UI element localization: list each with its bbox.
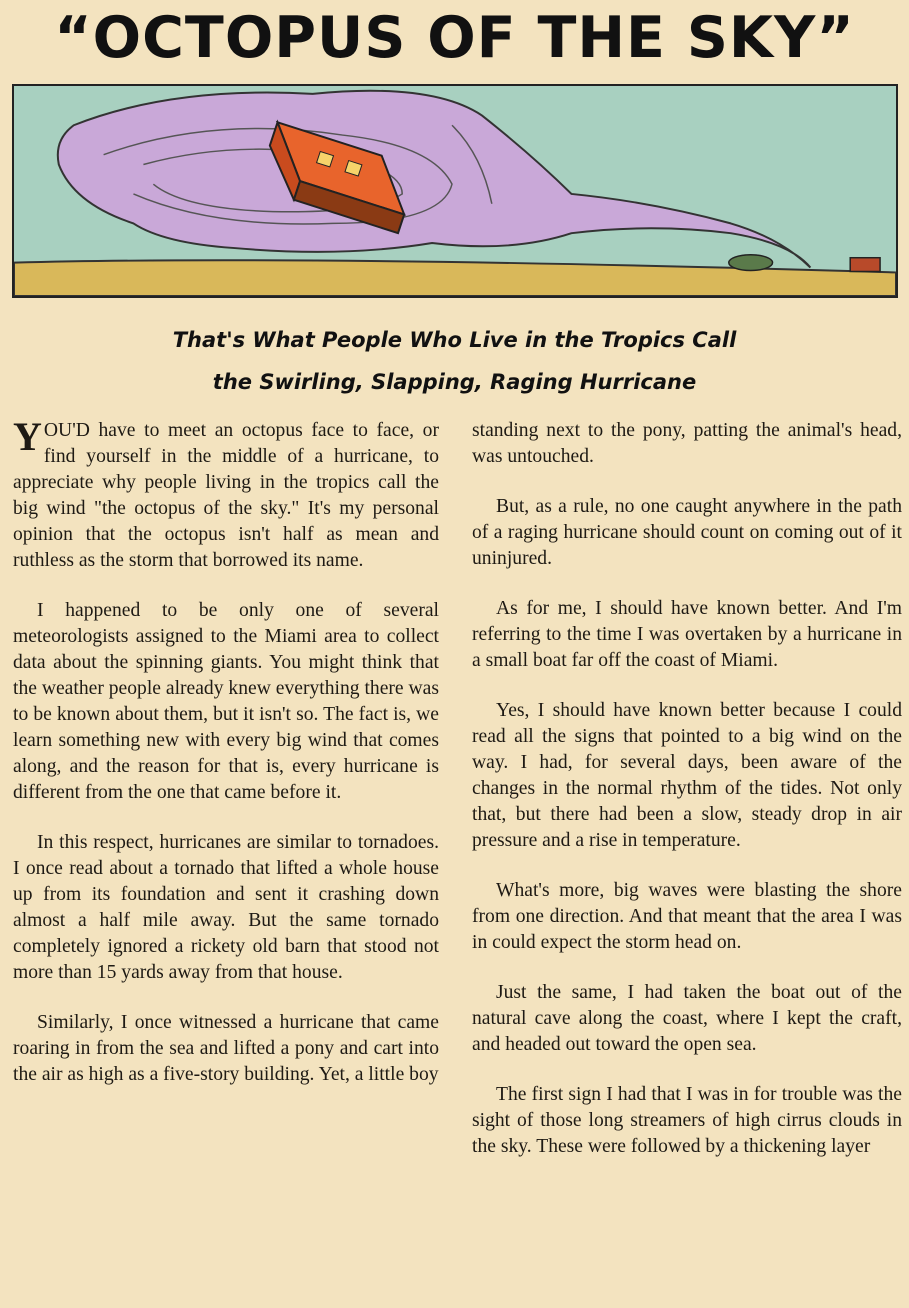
paragraph-3: In this respect, hurricanes are similar to tornadoes. I once read about a tornado that lifted a whole house up from its foundation and sent it crashing down almost a half mile away. But the same tornado completely ignored a rickety old barn that stood not more than 15 yards away from that house. (13, 832, 439, 983)
paragraph-6: But, as a rule, no one caught anywhere in the path of a raging hurricane should count on coming out of it uninjured. (472, 496, 902, 569)
paragraph-5: standing next to the pony, patting the animal's head, was untouched. (472, 420, 902, 467)
paragraph-2: I happened to be only one of several meteorologists assigned to the Miami area to collect data about the spinning giants. You might think that the weather people already knew everything there was to be known about them, but it isn't so. The fact is, we learn something new with every big wind that comes along, and the reason for that is, every hurricane is different from the one that came before it. (13, 600, 439, 803)
drop-cap: Y (13, 414, 42, 459)
paragraph-1-text: OU'D have to meet an octopus face to face, or find yourself in the middle of a hurricane, to appreciate why people living in the tropics call the big wind "the octopus of the sky." It's my personal opinion that the octopus isn't half as mean and ruthless as the storm that borrowed its name. (13, 420, 439, 571)
hurricane-illustration (12, 84, 898, 298)
paragraph-10: Just the same, I had taken the boat out of the natural cave along the coast, where I kept the craft, and headed out toward the open sea. (472, 982, 902, 1055)
paragraph-1 (13, 414, 439, 574)
paragraph-4: Similarly, I once witnessed a hurricane that came roaring in from the sea and lifted a pony and cart into the air as high as a five-story building. Yet, a little boy (13, 1012, 439, 1085)
page-title: “OCTOPUS OF THE SKY” (54, 5, 855, 71)
paragraph-11: The first sign I had that I was in for trouble was the sight of those long streamers of high cirrus clouds in the sky. These were followed by a thickening layer (472, 1084, 902, 1157)
paragraph-9: What's more, big waves were blasting the shore from one direction. And that meant that the area I was in could expect the storm head on. (472, 880, 902, 953)
tornado-picture (14, 86, 896, 296)
paragraph-7: As for me, I should have known better. And I'm referring to the time I was overtaken by a hurricane in a small boat far off the coast of Miami. (472, 598, 902, 671)
left-column (13, 414, 439, 1112)
subtitle-line-2: the Swirling, Slapping, Raging Hurricane (212, 370, 697, 394)
right-column (472, 418, 902, 1184)
paragraph-8: Yes, I should have known better because I could read all the signs that pointed to a big wind on the way. I had, for several days, been aware of the changes in the normal rhythm of the tides. Not only that, but there had been a slow, steady drop in air pressure and a rise in temperature. (472, 700, 902, 851)
subtitle-line-1: That's What People Who Live in the Tropics Call (172, 328, 737, 352)
